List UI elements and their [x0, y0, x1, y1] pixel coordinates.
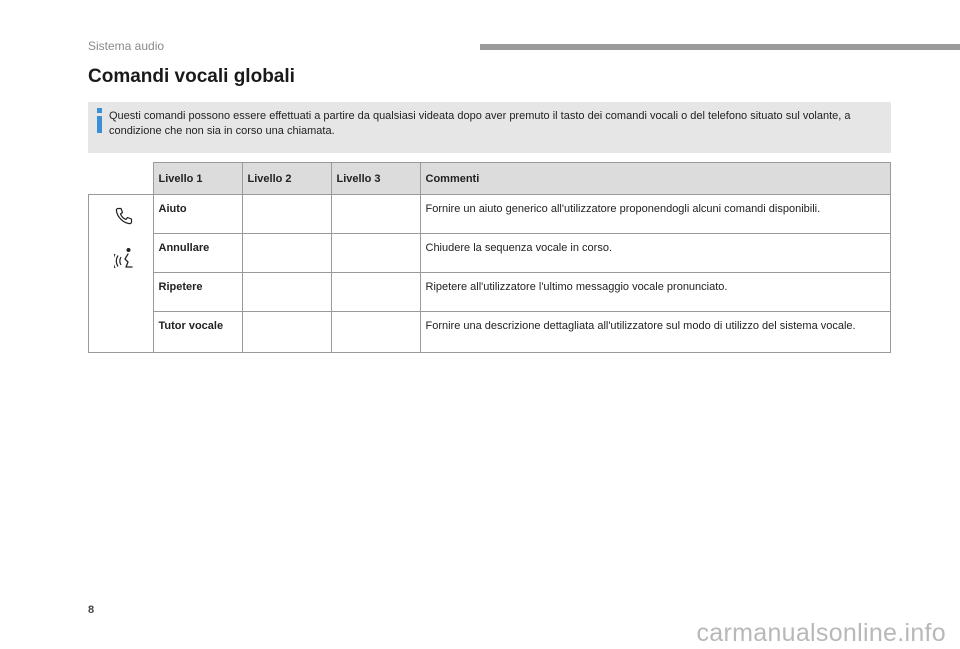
info-box [88, 102, 891, 153]
level2-cell [242, 312, 331, 353]
header-livello-2: Livello 2 [242, 163, 331, 195]
table-row [89, 195, 891, 234]
level1-cell: Annullare [153, 234, 242, 273]
table-header-row [89, 163, 891, 195]
header-icon-column [89, 163, 154, 195]
header-livello-3: Livello 3 [331, 163, 420, 195]
table-row [89, 273, 891, 312]
comment-cell: Chiudere la sequenza vocale in corso. [420, 234, 891, 273]
header-commenti: Commenti [420, 163, 891, 195]
phone-icon [115, 207, 133, 225]
comment-cell: Fornire un aiuto generico all'utilizzatore proponendogli alcuni comandi disponibili. [420, 195, 891, 234]
comment-cell: Ripetere all'utilizzatore l'ultimo messaggio vocale pronunciato. [420, 273, 891, 312]
level2-cell [242, 273, 331, 312]
info-icon [95, 108, 104, 133]
level2-cell [242, 195, 331, 234]
icon-cell [89, 195, 154, 353]
comment-cell: Fornire una descrizione dettagliata all'utilizzatore sul modo di utilizzo del sistema vocale. [420, 312, 891, 353]
table-row [89, 234, 891, 273]
level3-cell [331, 234, 420, 273]
voice-command-icon [114, 247, 136, 271]
level3-cell [331, 312, 420, 353]
watermark: carmanualsonline.info [696, 619, 946, 647]
level2-cell [242, 234, 331, 273]
header-bar [480, 44, 960, 50]
level1-cell: Aiuto [153, 195, 242, 234]
level1-cell: Tutor vocale [153, 312, 242, 353]
level3-cell [331, 273, 420, 312]
page-title: Comandi vocali globali [88, 66, 295, 87]
section-title: Sistema audio [88, 39, 165, 53]
page-number: 8 [88, 604, 95, 616]
header-livello-1: Livello 1 [153, 163, 242, 195]
info-text: Questi comandi possono essere effettuati a partire da qualsiasi videata dopo aver premuto il tasto dei comandi vocali o del telefono situato sul volante, a condizione che non sia in corso una chiamata. [109, 110, 851, 137]
table-row [89, 312, 891, 353]
level1-cell: Ripetere [153, 273, 242, 312]
commands-table [88, 162, 891, 353]
level3-cell [331, 195, 420, 234]
